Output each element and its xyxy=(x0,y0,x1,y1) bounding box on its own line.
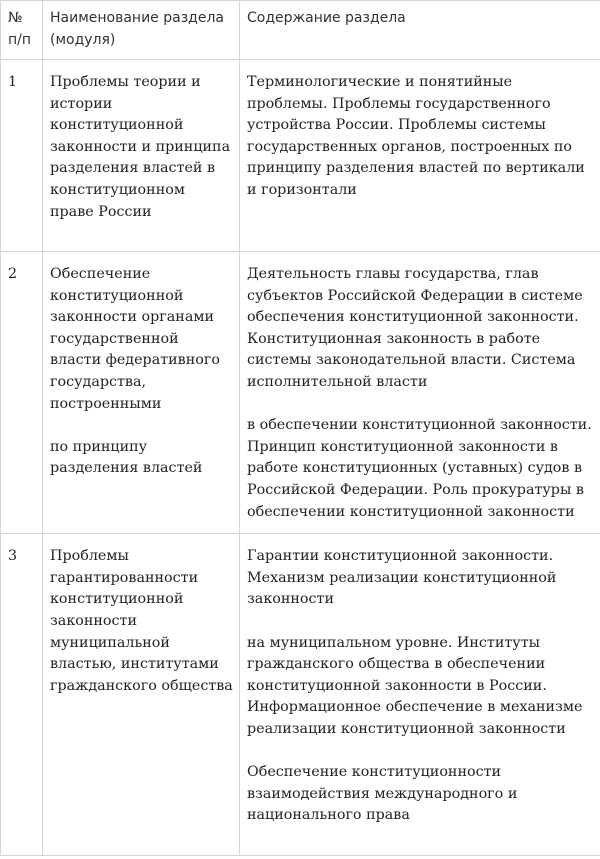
header-section-name: Наименование раздела (модуля) xyxy=(43,1,240,60)
header-row xyxy=(1,1,600,60)
section-name-cell xyxy=(43,60,240,252)
header-number: № п/п xyxy=(1,1,43,60)
table-row xyxy=(1,252,600,534)
row-number: 2 xyxy=(1,252,43,534)
table-row xyxy=(1,534,600,856)
section-name-cell xyxy=(43,252,240,534)
row-number: 1 xyxy=(1,60,43,252)
section-content-cell xyxy=(240,252,600,534)
section-content-text: Терминологические и понятийные проблемы. Проблемы государственного устройства России. Проблемы системы государственных органов, построенных по принципу разделения властей по вертикали и горизонтали xyxy=(247,74,585,198)
table-header xyxy=(1,1,600,60)
section-name-text: по принципу разделения властей xyxy=(50,438,203,477)
section-content-cell xyxy=(240,60,600,252)
section-content-text: Деятельность главы государства, глав субъектов Российской Федерации в системе обеспечения конституционной законности. Конституционная законность в работе системы законодательной власти. Система исполнительной власти xyxy=(247,266,583,390)
section-name-cell xyxy=(43,534,240,856)
section-content-cell xyxy=(240,534,600,856)
row-number: 3 xyxy=(1,534,43,856)
header-section-content: Содержание раздела xyxy=(240,1,600,60)
section-name-text: Обеспечение конституционной законности органами государственной власти федеративного государства, построенными xyxy=(50,266,220,412)
table-body xyxy=(1,60,600,856)
table-row xyxy=(1,60,600,252)
section-content-text: в обеспечении конституционной законности. Принцип конституционной законности в работе конституционных (уставных) судов в Российской Федерации. Роль прокуратуры в обеспечении конституционной законности xyxy=(247,417,592,520)
section-content-text: Обеспечение конституционности взаимодействия международного и национального права xyxy=(247,764,518,824)
section-name-text: Проблемы гарантированности конституционной законности муниципальной властью, институтами гражданского общества xyxy=(50,548,233,694)
section-name-text: Проблемы теории и истории конституционной законности и принципа разделения властей в конституционном праве России xyxy=(50,74,231,220)
section-content-text: Гарантии конституционной законности. Механизм реализации конституционной законности xyxy=(247,548,557,608)
section-content-text: на муниципальном уровне. Институты гражданского общества в обеспечении конституционной законности в России. Информационное обеспечение в механизме реализации конституционной законности xyxy=(247,634,583,737)
